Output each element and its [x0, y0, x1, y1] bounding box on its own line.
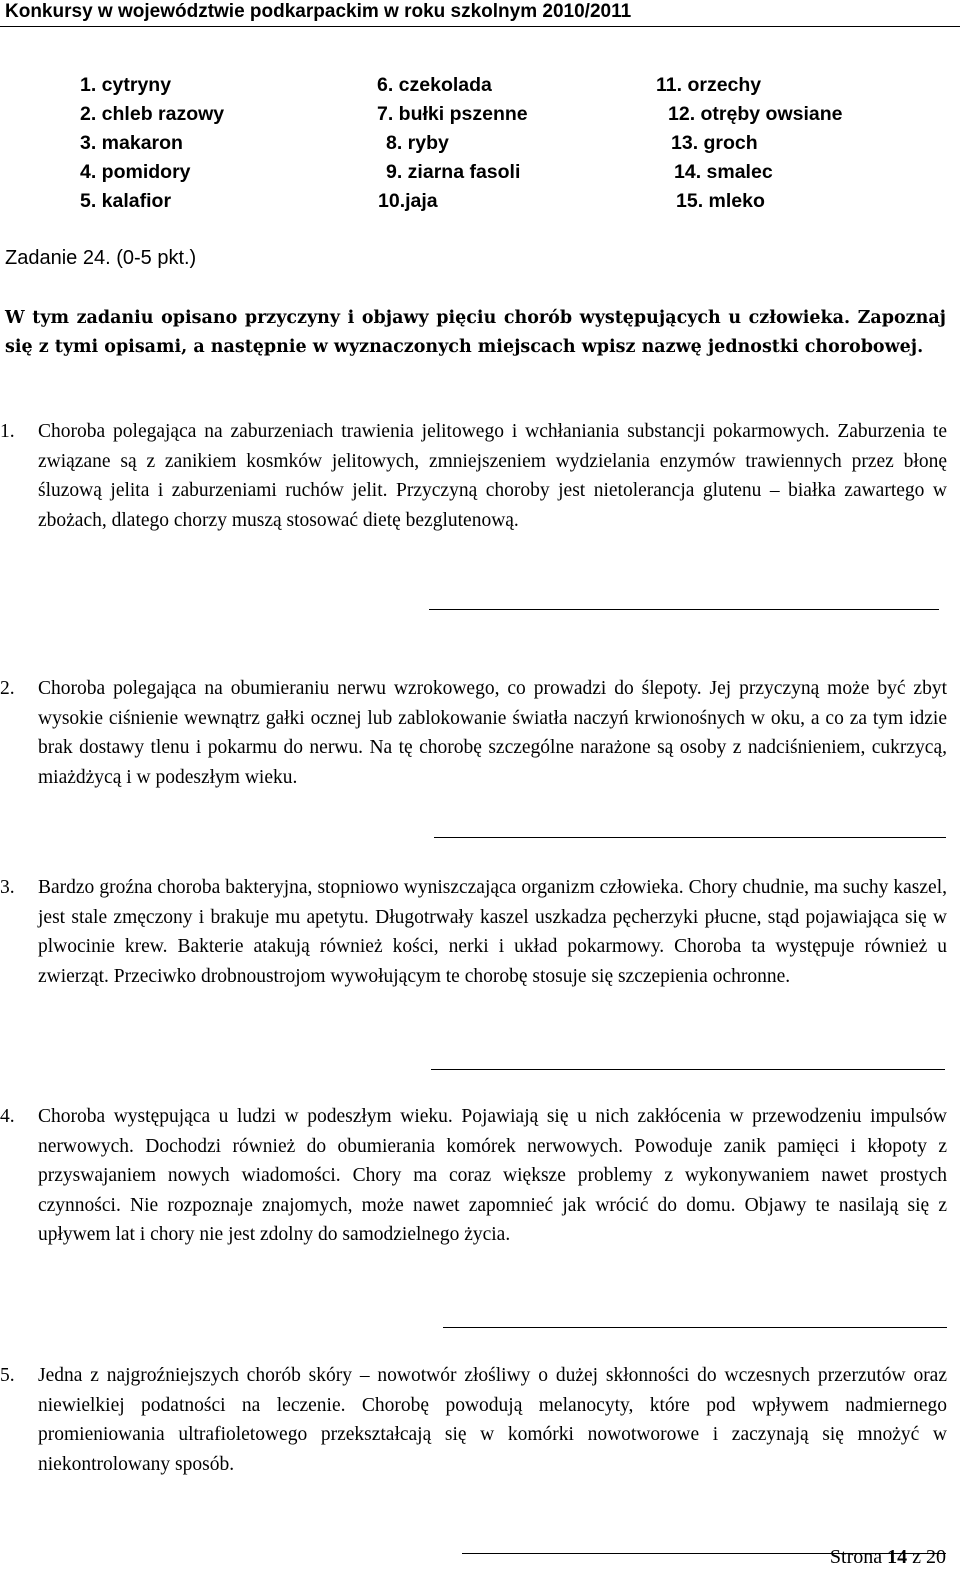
task-instruction: W tym zadaniu opisano przyczyny i objawy pięciu chorób występujących u człowieka. Zapoznaj się z tymi opisami, a następnie w wyznaczonych miejscach wpisz nazwę jednostki chorobowej. [5, 308, 946, 357]
answer-line-4[interactable] [443, 1327, 947, 1328]
list-item: 1. cytryny [80, 74, 172, 96]
item-text: Choroba polegająca na zaburzeniach trawienia jelitowego i wchłaniania substancji pokarmowych. Zaburzenia te związane są z zanikiem kosmków jelitowych, zmniejszeniem wydzielania enzymów trawiennych przez błonę śluzową jelita i zaburzeniami ruchów jelit. Przyczyną choroby jest nietolerancja glutenu – białka zawartego w zbożach, dlatego chorzy muszą stosować dietę bezglutenową. [38, 421, 947, 531]
disease-description-1 [0, 417, 947, 535]
item-number: 5. [0, 1365, 15, 1386]
list-item: 7. bułki pszenne [377, 103, 528, 125]
item-text: Jedna z najgroźniejszych chorób skóry – nowotwór złośliwy o dużej skłonności do wczesnych przerzutów oraz niewielkiej podatności na leczenie. Chorobę powodują melanocyty, które pod wpływem nadmiernego promieniowania ultrafioletowego przekształcają się w komórki nowotworowe i zaczynają się mnożyć w niekontrolowany sposób. [38, 1365, 947, 1475]
list-item: 8. ryby [386, 132, 449, 154]
answer-line-1[interactable] [429, 609, 939, 610]
answer-line-3[interactable] [431, 1069, 945, 1070]
item-text: Choroba występująca u ludzi w podeszłym wieku. Pojawiają się u nich zakłócenia w przewodzeniu impulsów nerwowych. Dochodzi również do obumierania komórek nerwowych. Powoduje zanik pamięci i kłopoty z przyswajaniem nowych wiadomości. Chory ma coraz większe problemy z wykonywaniem nawet prostych czynności. Nie rozpoznaje znajomych, może nawet zapomnieć jak wrócić do domu. Objawy te nasilają się z upływem lat i chory nie jest zdolny do samodzielnego życia. [38, 1106, 947, 1246]
disease-description-3 [0, 873, 947, 991]
header-title: Konkursy w województwie podkarpackim w roku szkolnym 2010/2011 [5, 1, 632, 22]
page-header [0, 0, 960, 27]
list-item: 4. pomidory [80, 161, 191, 183]
disease-description-5 [0, 1361, 947, 1479]
item-text: Choroba polegająca na obumieraniu nerwu wzrokowego, co prowadzi do ślepoty. Jej przyczyną może być zbyt wysokie ciśnienie wewnątrz gałki ocznej lub zablokowanie światła naczyń krwionośnych w oku, a co za tym idzie brak dostawy tlenu i pokarmu do nerwu. Na tę chorobę szczególne narażone są osoby z nadciśnieniem, cukrzycą, miażdżycą i w podeszłym wieku. [38, 678, 947, 788]
item-number: 2. [0, 678, 15, 699]
item-number: 1. [0, 421, 15, 442]
list-item: 14. smalec [674, 161, 773, 183]
footer-prefix: Strona [829, 1546, 888, 1568]
item-text: Bardzo groźna choroba bakteryjna, stopniowo wyniszczająca organizm człowieka. Chory chudnie, ma suchy kaszel, jest stale zmęczony i brakuje mu apetytu. Długotrwały kaszel uszkadza pęcherzyki płucne, stąd pojawiająca się w plwocinie krew. Bakterie atakują również kości, nerki i układ pokarmowy. Choroba ta występuje również u zwierząt. Przeciwko drobnoustrojom wywołującym te chorobę stosuje się szczepienia ochronne. [38, 877, 947, 987]
list-item: 2. chleb razowy [80, 103, 225, 125]
list-item: 6. czekolada [377, 74, 492, 96]
disease-description-2 [0, 674, 947, 792]
list-item: 9. ziarna fasoli [386, 161, 521, 183]
task-title: Zadanie 24. (0-5 pkt.) [5, 247, 197, 269]
item-number: 3. [0, 877, 15, 898]
list-item: 3. makaron [80, 132, 183, 154]
footer-page-number: 14 [887, 1546, 908, 1568]
answer-line-2[interactable] [434, 837, 946, 838]
list-item: 11. orzechy [656, 74, 762, 96]
footer-suffix: z 20 [907, 1546, 946, 1568]
page-footer [830, 1546, 946, 1569]
disease-description-4 [0, 1102, 947, 1250]
list-item: 10.jaja [378, 190, 438, 212]
list-item: 12. otręby owsiane [668, 103, 843, 125]
item-number: 4. [0, 1106, 15, 1127]
list-item: 15. mleko [676, 190, 765, 212]
list-item: 13. groch [671, 132, 758, 154]
list-item: 5. kalafior [80, 190, 172, 212]
